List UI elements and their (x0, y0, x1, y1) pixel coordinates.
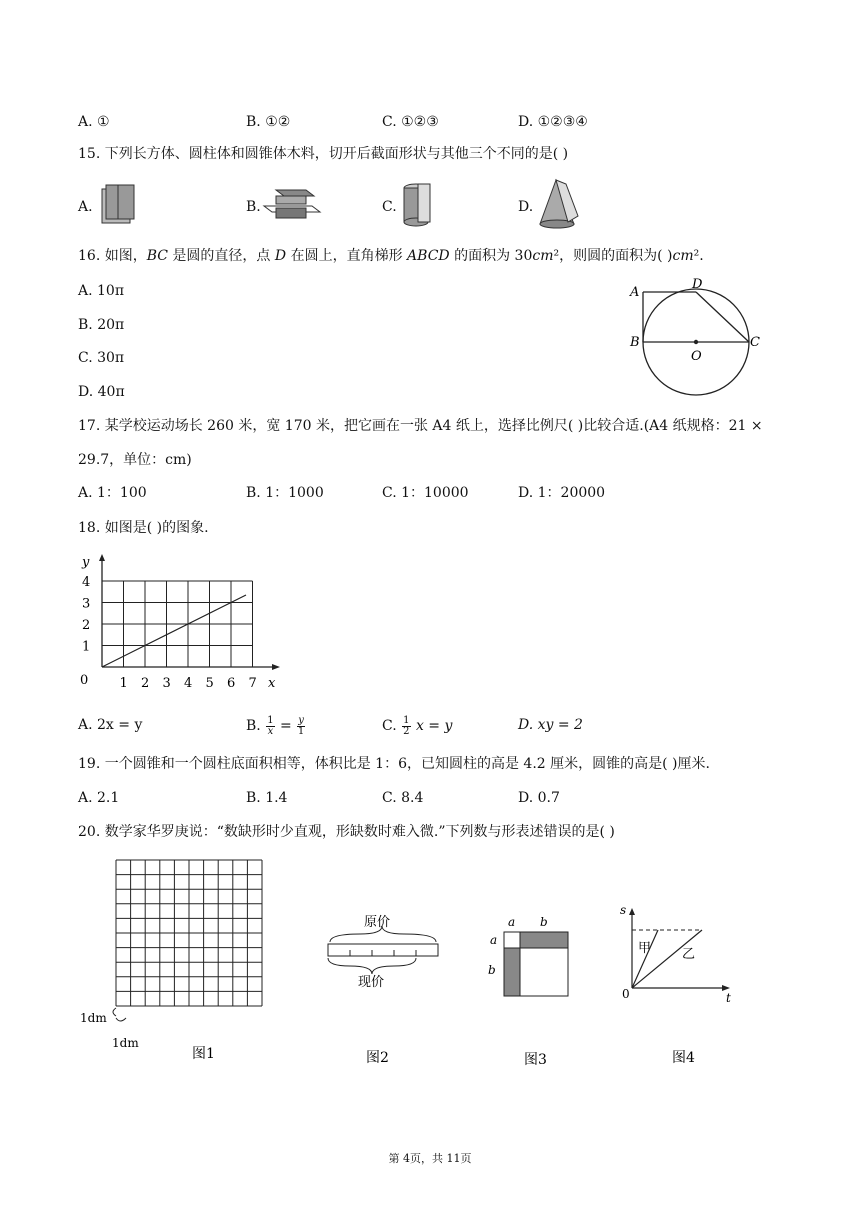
q16-option-c: C. 30π (78, 350, 125, 366)
label-o: O (691, 349, 702, 364)
q15-option-d: D. (518, 199, 534, 215)
q18-stem: 18. 如图是( )的图象. (78, 520, 209, 536)
q18-option-c: C. $\frac{1}{2}$ x = y (382, 714, 453, 737)
label-d: D (692, 277, 703, 292)
fig4-origin: 0 (622, 987, 630, 1001)
y-tick-label: 3 (82, 596, 91, 612)
fig3-b-top: b (540, 915, 548, 929)
fig2-top-label: 原价 (364, 915, 391, 930)
fig4-jia-label: 甲 (638, 941, 652, 956)
q17-option-a: A. 1：100 (78, 485, 147, 501)
q17-option-c: C. 1：10000 (382, 485, 469, 501)
fig1-caption: 图1 (192, 1046, 215, 1062)
q17-stem-line1: 17. 某学校运动场长 260 米，宽 170 米，把它画在一张 A4 纸上，选择比例尺( )比较合适.(A4 纸规格：21 × (78, 418, 763, 434)
fig3-a-left: a (490, 933, 498, 947)
fig4-caption: 图4 (672, 1050, 695, 1066)
fig3-caption: 图3 (524, 1052, 547, 1068)
x-tick-label: 5 (205, 676, 214, 691)
fig4-t-label: t (726, 991, 731, 1005)
y-tick-label: 1 (82, 639, 91, 655)
x-axis-label: x (268, 676, 276, 691)
q19-option-a: A. 2.1 (78, 790, 120, 806)
q17-option-b: B. 1：1000 (246, 485, 324, 501)
line-graph-figure (74, 550, 290, 694)
q19-option-c: C. 8.4 (382, 790, 424, 806)
label-b: B (630, 335, 640, 350)
fig4-yi-label: 乙 (682, 947, 696, 962)
x-tick-label: 1 (119, 676, 128, 691)
area-square-figure (482, 908, 578, 1070)
cylinder-cut-icon (398, 180, 438, 228)
fig1-row-label: 1dm (80, 1011, 107, 1025)
x-tick-label: 6 (227, 676, 236, 691)
q16-stem: 16. 如图，BC 是圆的直径，点 D 在圆上，直角梯形 ABCD 的面积为 30cm²，则圆的面积为( )cm². (78, 248, 704, 264)
x-tick-label: 4 (184, 676, 193, 691)
q16-option-b: B. 20π (78, 317, 125, 333)
q16-option-a: A. 10π (78, 283, 125, 299)
q19-option-d: D. 0.7 (518, 790, 560, 806)
q15-option-b: B. (246, 199, 261, 215)
label-c: C (750, 335, 760, 350)
fig4-s-label: s (620, 903, 627, 917)
q14-option-d: D. ①②③④ (518, 114, 588, 130)
q14-option-c: C. ①②③ (382, 114, 439, 130)
fig2-caption: 图2 (366, 1050, 389, 1066)
q15-option-c: C. (382, 199, 397, 215)
circle-trapezoid-figure (620, 272, 770, 402)
q14-option-a: A. ① (78, 114, 110, 130)
q18-option-d: D. xy = 2 (518, 717, 583, 733)
q19-stem: 19. 一个圆锥和一个圆柱底面积相等，体积比是 1：6，已知圆柱的高是 4.2 厘米，圆锥的高是( )厘米. (78, 756, 710, 772)
fig3-b-left: b (488, 963, 496, 977)
q18-option-a: A. 2x = y (78, 717, 143, 733)
q17-option-d: D. 1：20000 (518, 485, 606, 501)
x-tick-label: 7 (248, 676, 257, 691)
q19-option-b: B. 1.4 (246, 790, 288, 806)
cuboid-cut-icon (98, 183, 138, 227)
cuboid-horizontal-cut-icon (262, 186, 322, 222)
q20-stem: 20. 数学家华罗庚说：“数缺形时少直观，形缺数时难入微.”下列数与形表述错误的是( ) (78, 824, 615, 840)
fig3-a-top: a (508, 915, 516, 929)
q15-option-a: A. (78, 199, 93, 215)
fig1-col-label: 1dm (112, 1036, 139, 1050)
x-tick-label: 2 (141, 676, 150, 691)
x-tick-label: 3 (162, 676, 171, 691)
origin-label: 0 (80, 673, 89, 688)
y-axis-label: y (82, 555, 90, 570)
fig2-bottom-label: 现价 (358, 975, 385, 990)
distance-time-figure (614, 900, 744, 1070)
y-tick-label: 2 (82, 618, 91, 633)
y-tick-label: 4 (82, 575, 91, 590)
hundred-grid-figure (76, 858, 296, 1070)
q18-option-b: B. $\frac{1}{x}$ = $\frac{y}{1}$ (246, 714, 305, 737)
q17-stem-line2: 29.7，单位：cm) (78, 452, 192, 468)
label-a: A (630, 285, 640, 300)
q15-stem: 15. 下列长方体、圆柱体和圆锥体木料，切开后截面形状与其他三个不同的是( ) (78, 146, 569, 162)
cone-cut-icon (536, 176, 582, 230)
q16-option-d: D. 40π (78, 384, 125, 400)
price-bar-figure (320, 910, 446, 1070)
page-footer: 第 4页，共 11页 (388, 1152, 472, 1165)
q14-option-b: B. ①② (246, 114, 291, 130)
